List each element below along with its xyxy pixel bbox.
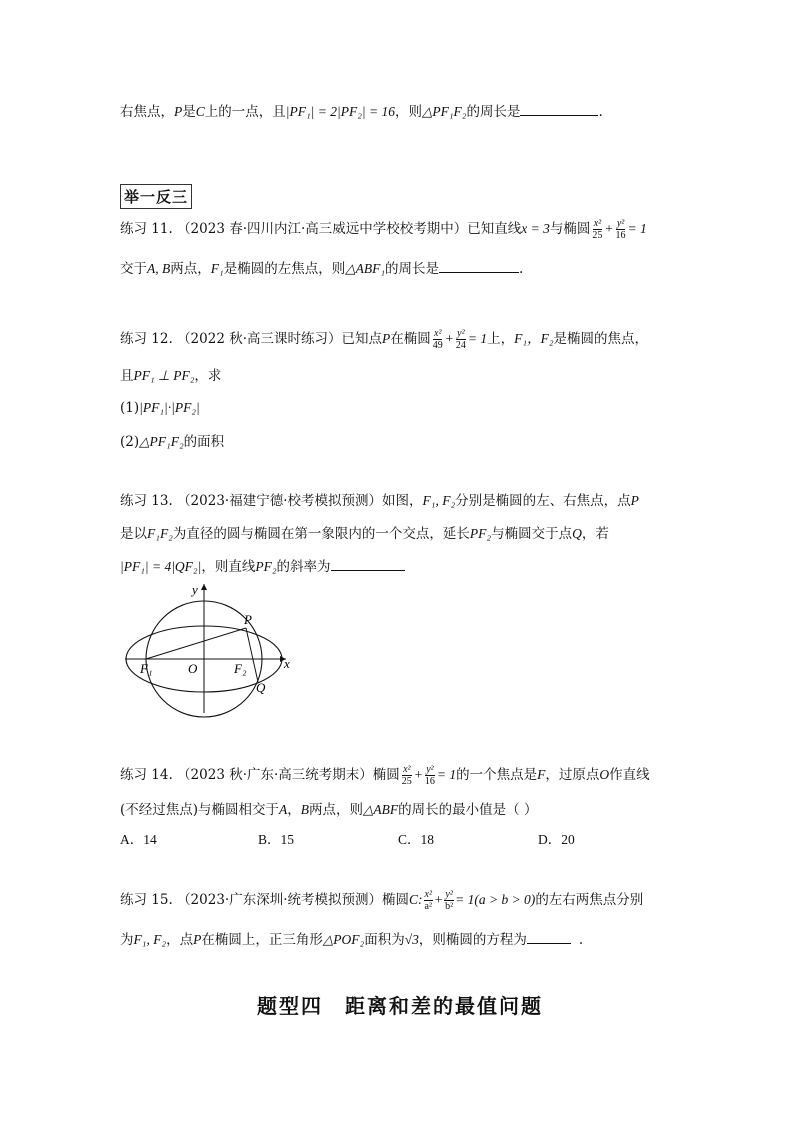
ex12-q1 [120, 398, 200, 418]
ex11-line1 [120, 218, 647, 241]
text: ，则椭圆的方程为 [418, 932, 527, 948]
math-ab: A, B [147, 261, 171, 276]
exercise-label: 练习 14. [120, 767, 173, 783]
text: 的周长的最小值是（ ） [398, 802, 538, 818]
math-triangle: △PF₁F₂ [139, 434, 184, 449]
label-o: O [188, 661, 198, 676]
math-p: P [174, 104, 183, 119]
math-f: F [537, 767, 546, 782]
text: 的周长是 [385, 261, 440, 277]
fraction [424, 764, 436, 787]
section-heading: 题型四 距离和差的最值问题 [257, 994, 543, 1018]
numerator: y² [457, 328, 465, 339]
numerator: y² [616, 218, 625, 229]
equals: = 1 [455, 892, 475, 907]
text: 是椭圆的左焦点，则 [223, 261, 346, 277]
answer-blank [520, 103, 598, 116]
math-triangle: △ABF₁ [345, 261, 386, 276]
math-q: Q [572, 526, 582, 541]
exercise-label: 练习 12. [120, 331, 173, 347]
text: . [519, 261, 524, 277]
denominator: a² [424, 901, 432, 912]
exercise-source: （2023 春·四川内江·高三威远中学校校考期中） [177, 221, 468, 237]
question-number: (1) [120, 400, 140, 416]
denominator: 24 [455, 340, 466, 351]
math-c: C [409, 892, 419, 907]
equals: = 1 [467, 331, 488, 346]
text: . [578, 932, 584, 948]
math-f1f2: F₁F₂ [147, 526, 173, 541]
math-condition: (a > b > 0) [474, 892, 536, 907]
exercise-source: （2022 秋·高三课时练习） [177, 331, 342, 347]
text: 在椭圆 [390, 331, 431, 347]
math-f1: F₁ [210, 261, 224, 276]
question-number: (2) [120, 434, 140, 450]
text: 椭圆 [372, 767, 400, 783]
text: ，点 [166, 932, 194, 948]
math-a: A [279, 802, 288, 817]
denominator: 25 [401, 776, 412, 787]
math-product: |PF₁|·|PF₂| [139, 400, 200, 415]
equals: = 1 [436, 767, 457, 782]
math-triangle: △POF₂ [322, 932, 365, 947]
math-p: P [193, 932, 202, 947]
exercise-source: （2023·广东深圳·统考模拟预测） [177, 892, 383, 908]
label-x: x [284, 656, 290, 671]
text: 为直径的圆与椭圆在第一象限内的一个交点，延长 [172, 526, 470, 542]
equals: = 1 [627, 221, 647, 236]
text: 分别是椭圆的左、右焦点，点 [455, 493, 631, 509]
text: (不经过焦点)与椭圆相交于 [120, 802, 280, 818]
answer-blank [331, 558, 405, 571]
top-line [120, 102, 603, 122]
ex12-q2 [120, 432, 224, 452]
math-b: B [300, 802, 310, 817]
text: 是以 [120, 526, 147, 542]
text: 两点， [170, 261, 211, 277]
colon: : [418, 892, 423, 907]
text: ，则直线 [201, 559, 256, 575]
text: 与椭圆 [549, 221, 591, 237]
text: 作直线 [609, 767, 650, 783]
text: ，则 [394, 104, 422, 120]
math-foci: F₁，F₂ [514, 331, 554, 346]
fraction [432, 328, 444, 351]
denominator: 25 [592, 230, 603, 241]
fraction [424, 889, 433, 912]
numerator: x² [434, 328, 442, 339]
denominator: 16 [424, 776, 435, 787]
math-foci: F₁, F₂ [133, 932, 167, 947]
label-f2: F₂ [234, 661, 247, 676]
choice-a[interactable]: A．14 [120, 832, 157, 847]
text: 椭圆 [382, 892, 410, 908]
label-y: y [192, 582, 198, 597]
math-pf2: PF₂ [469, 526, 492, 541]
fraction [401, 764, 413, 787]
numerator: x² [424, 889, 432, 900]
numerator: x² [593, 218, 602, 229]
exercise-label: 练习 11. [120, 221, 173, 237]
text: 是椭圆的焦点， [553, 331, 649, 347]
math-triangle: △ABF [363, 802, 399, 817]
math-perp: PF₁ ⊥ PF₂ [133, 368, 195, 383]
math-foci: F₁, F₂ [422, 493, 456, 508]
math-condition: |PF₁| = 2|PF₂| = 16 [285, 104, 395, 119]
plus: + [444, 331, 454, 346]
math-p: P [630, 493, 639, 508]
fraction [591, 218, 603, 241]
numerator: y² [426, 764, 434, 775]
ellipse-circle-figure [120, 578, 300, 718]
ex15-line1 [120, 889, 643, 912]
text: 上， [487, 331, 515, 347]
choice-c[interactable]: C．18 [398, 832, 435, 847]
text: 两点，则 [309, 802, 364, 818]
plus: + [604, 221, 614, 236]
ex14-line2 [120, 800, 537, 820]
text: 右焦点， [120, 104, 174, 120]
text: 的斜率为 [276, 559, 331, 575]
text: 且 [120, 368, 134, 384]
denominator: b² [445, 901, 454, 912]
fraction [455, 328, 467, 351]
ex15-line2 [120, 930, 583, 950]
math-c: C [195, 104, 205, 119]
text: 交于 [120, 261, 147, 277]
label-f1: F₁ [140, 661, 153, 676]
segment-f1p [146, 628, 246, 659]
label-p: P [244, 612, 252, 627]
numerator: y² [445, 889, 453, 900]
denominator: 49 [432, 340, 443, 351]
text: 是 [182, 104, 196, 120]
ex13-line2 [120, 524, 609, 544]
text: 面积为 [364, 932, 405, 948]
ex12-line1 [120, 328, 648, 351]
plus: + [413, 767, 423, 782]
text: 的一个焦点是 [456, 767, 538, 783]
text: 已知直线 [467, 221, 522, 237]
text: . [598, 104, 603, 120]
answer-blank [439, 260, 519, 273]
math-o: O [599, 767, 610, 782]
text: 为 [120, 932, 134, 948]
fraction [615, 218, 627, 241]
exercise-label: 练习 13. [120, 493, 173, 509]
text: 在椭圆上，正三角形 [201, 932, 323, 948]
denominator: 16 [615, 230, 626, 241]
text: 的左右两焦点分别 [535, 892, 644, 908]
plus: + [433, 892, 444, 907]
ex11-line2 [120, 259, 523, 279]
ex14-line1 [120, 764, 650, 787]
text: 的周长是 [466, 104, 521, 120]
text: 已知点 [341, 331, 383, 347]
fraction [444, 889, 454, 912]
label-q: Q [256, 680, 266, 695]
answer-blank [527, 931, 571, 944]
math-condition: |PF₁| = 4|QF₂| [120, 559, 202, 574]
exercise-label: 练习 15. [120, 892, 173, 908]
text: 的面积 [183, 434, 225, 450]
text: 与椭圆交于点 [491, 526, 573, 542]
text: ，过原点 [545, 767, 600, 783]
section-tag: 举一反三 [120, 184, 192, 209]
exercise-source: （2023 秋·广东·高三统考期末） [177, 767, 373, 783]
text: 如图， [382, 493, 423, 509]
ex12-line2 [120, 366, 221, 386]
exercise-source: （2023·福建宁德·校考模拟预测） [177, 493, 383, 509]
numerator: x² [403, 764, 411, 775]
ex13-line3 [120, 557, 405, 577]
text: ，求 [194, 368, 222, 384]
text: ， [287, 802, 301, 818]
math-pf2: PF₂ [255, 559, 277, 574]
choice-b[interactable]: B．15 [258, 832, 295, 847]
math-line: x = 3 [521, 221, 550, 236]
math-triangle: △PF₁F₂ [421, 104, 467, 119]
segment-pq [246, 628, 258, 682]
math-p: P [382, 331, 391, 346]
choice-d[interactable]: D．20 [538, 832, 575, 847]
math-sqrt3: √3 [404, 932, 419, 947]
text: ，若 [581, 526, 609, 542]
ex13-line1 [120, 491, 639, 511]
text: 上的一点，且 [204, 104, 286, 120]
